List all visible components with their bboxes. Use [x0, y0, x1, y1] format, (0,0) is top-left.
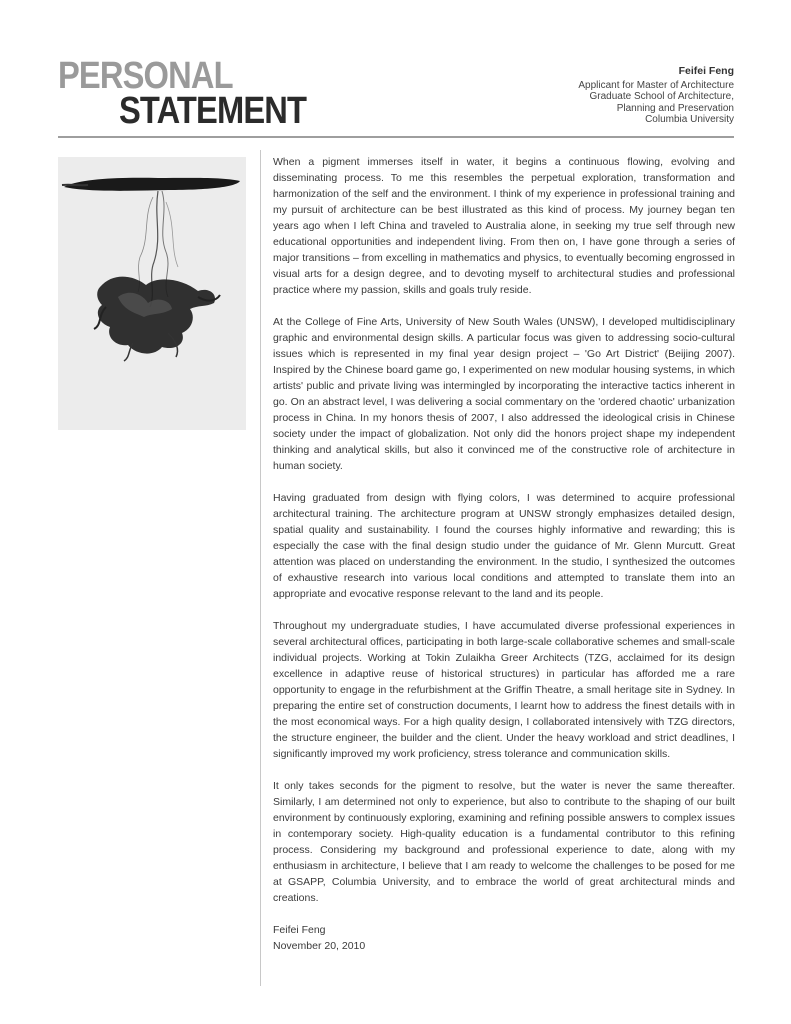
- title-statement: STATEMENT: [119, 90, 307, 132]
- signoff-date: November 20, 2010: [273, 940, 366, 952]
- ink-drop-illustration: [58, 157, 246, 430]
- header-divider: [58, 136, 734, 138]
- applicant-school-line1: Graduate School of Architecture,: [589, 91, 734, 102]
- applicant-university: Columbia University: [645, 114, 734, 125]
- applicant-name: Feifei Feng: [678, 65, 734, 77]
- title-personal: PERSONAL: [58, 55, 233, 97]
- applicant-school-line2: Planning and Preservation: [616, 102, 734, 114]
- column-divider: [260, 150, 261, 986]
- paragraph-professional-experience: Throughout my undergraduate studies, I have accumulated diverse professional experiences in several architectural offices, participating in both large-scale collaborative schemes and small-scale individual projects. Working at Tokin Zulaikha Greer Architects (TZG, acclaimed for its design excellence in adaptive reuse of historical structures) in particular has afforded me a rare opportunity to engage in the refurbishment at the Griffin Theatre, a small heritage site in Sydney. In preparing the entire set of construction documents, I learnt how to address the finest details with in the most economical ways. For a high quality design, I collaborated intensively with TZG directors, the structure engineer, the builder and the client. Under the heavy workload and strict deadlines, I significantly improved my work proficiency, stress tolerance and communication skills.: [273, 620, 735, 760]
- signoff: [273, 922, 735, 954]
- statement-body: [273, 154, 735, 954]
- paragraph-architecture-training: Having graduated from design with flying colors, I was determined to acquire professional architectural training. The architecture program at UNSW strongly emphasizes detailed design, spatial quality and sustainability. I found the courses highly informative and rewarding; this is especially the case with the final design studio under the guidance of Mr. Glenn Murcutt. Great attention was placed on understanding the environment. In the studio, I synthesized the outcomes of exhaustive research into various local conditions and attempted to translate them into an appropriate and evocative response relevant to the land and its people.: [273, 492, 735, 600]
- ink-in-water-image: [58, 157, 246, 430]
- paragraph-conclusion: It only takes seconds for the pigment to resolve, but the water is never the same thereafter. Similarly, I am determined not only to experience, but also to contribute to the shaping of our built environment by continuously exploring, examining and refining possible answers to complex issues in contemporary society. High-quality education is a fundamental contributor to this refining process. Considering my background and professional experience to date, along with my enthusiasm in architecture, I believe that I am ready to welcome the challenges to be posed for me at GSAPP, Columbia University, and to embrace the world of great architectural minds and creations.: [273, 780, 735, 904]
- signoff-name: Feifei Feng: [273, 924, 326, 936]
- paragraph-intro: When a pigment immerses itself in water, it begins a continuous flowing, evolving and disseminating process. To me this resembles the perpetual exploration, transformation and harmonization of the self and the environment. I think of my experience in professional training and my pursuit of architecture can be best illustrated as this kind of process. My journey began ten years ago when I left China and traveled to Australia alone, in seeking my true self through new educational opportunities and independent living. From then on, I have gone through a series of major transitions – from excelling in mathematics and physics, to eventually becoming engrossed in visual arts for a design degree, and to devoting myself to architectural studies and professional practice where my passion, skills and goals truly reside.: [273, 156, 735, 296]
- paragraph-unsw-design: At the College of Fine Arts, University of New South Wales (UNSW), I developed multidisciplinary graphic and environmental design skills. A particular focus was given to addressing socio-cultural issues which is represented in my final year design project – 'Go Art District' (Beijing 2007). Inspired by the Chinese board game go, I experimented on new modular housing systems, in which artists' public and private living was intermingled by incorporating the interactive tactics inherent in go. On an abstract level, I was delivering a social commentary on the 'ordered chaotic' urbanization process in China. In my honors thesis of 2007, I also addressed the ideological crisis in Chinese society under the impact of globalization. Not only did the honors project shape my independent thinking and analytical skills, but also it convinced me of the constructive role of architecture in human society.: [273, 316, 735, 472]
- applicant-program: Applicant for Master of Architecture: [578, 79, 734, 91]
- applicant-block: [578, 66, 734, 126]
